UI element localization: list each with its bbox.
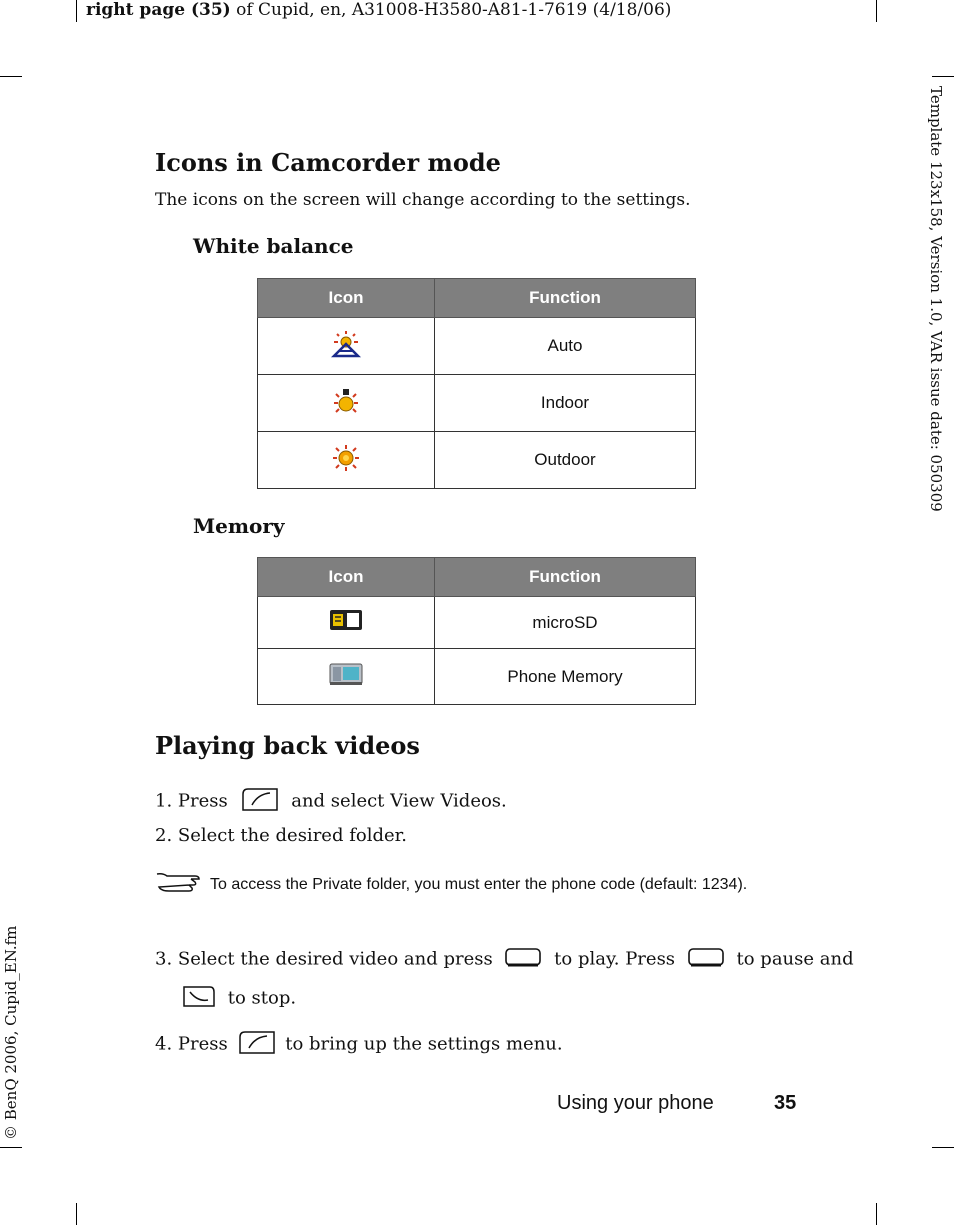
step-4 <box>155 1029 563 1060</box>
column-header-function: Function <box>435 279 696 318</box>
section-title-playing-videos: Playing back videos <box>155 731 420 760</box>
crop-mark <box>932 76 954 77</box>
step-text: to play. Press <box>554 948 676 970</box>
center-key-icon <box>687 946 725 973</box>
step-2: 2. Select the desired folder. <box>155 825 407 846</box>
icon-cell <box>258 432 435 489</box>
step-text: to bring up the settings menu. <box>285 1033 563 1055</box>
icon-cell <box>258 318 435 375</box>
right-softkey-icon <box>182 984 216 1013</box>
memory-table <box>257 557 696 705</box>
icon-cell <box>258 375 435 432</box>
crop-mark <box>932 1147 954 1148</box>
table-header-row <box>258 279 696 318</box>
table-row <box>258 318 696 375</box>
step-text: Press <box>177 1033 228 1055</box>
table-row <box>258 649 696 705</box>
center-key-icon <box>504 946 542 973</box>
crop-mark <box>76 0 77 22</box>
footer-page-number: 35 <box>774 1092 797 1114</box>
function-cell: Auto <box>435 318 696 375</box>
function-cell: Outdoor <box>435 432 696 489</box>
print-header-page: right page (35) <box>86 0 231 20</box>
copyright-info: © BenQ 2006, Cupid_EN.fm <box>2 925 20 1140</box>
indoor-bulb-icon <box>328 401 364 420</box>
column-header-icon: Icon <box>258 279 435 318</box>
footer-section-name: Using your phone <box>557 1092 714 1114</box>
note-hand-icon <box>155 870 201 907</box>
step-text: to stop. <box>227 987 297 1009</box>
column-header-function: Function <box>435 558 696 597</box>
subsection-title-white-balance: White balance <box>193 234 354 258</box>
microsd-card-icon <box>328 619 364 638</box>
icon-cell <box>258 649 435 705</box>
step-number: 1. <box>155 790 173 812</box>
crop-mark <box>876 0 877 22</box>
template-info: Template 123x158, Version 1.0, VAR issue date: 050309 <box>927 86 945 512</box>
crop-mark <box>76 1203 77 1225</box>
left-softkey-icon <box>240 786 280 817</box>
step-text: Press <box>177 790 228 812</box>
white-balance-table <box>257 278 696 489</box>
subsection-title-memory: Memory <box>193 514 285 538</box>
function-cell: Indoor <box>435 375 696 432</box>
column-header-icon: Icon <box>258 558 435 597</box>
section-title-camcorder-icons: Icons in Camcorder mode <box>155 148 501 177</box>
step-text: to pause and <box>736 948 854 970</box>
crop-mark <box>0 76 22 77</box>
icon-cell <box>258 597 435 649</box>
step-text: Select the desired video and press <box>177 948 493 970</box>
crop-mark <box>876 1203 877 1225</box>
phone-memory-icon <box>328 673 364 692</box>
print-header-info: of Cupid, en, A31008-H3580-A81-1-7619 (4/18/06) <box>230 0 672 20</box>
table-row <box>258 597 696 649</box>
step-1 <box>155 786 507 817</box>
note-text: To access the Private folder, you must enter the phone code (default: 1234). <box>210 876 748 893</box>
table-header-row <box>258 558 696 597</box>
function-cell: Phone Memory <box>435 649 696 705</box>
step-3-continued <box>182 984 296 1013</box>
function-cell: microSD <box>435 597 696 649</box>
step-3 <box>155 946 854 973</box>
step-number: 3. <box>155 948 173 970</box>
section-intro: The icons on the screen will change according to the settings. <box>155 190 691 210</box>
step-text: and select View Videos. <box>291 790 507 812</box>
left-softkey-icon <box>237 1029 277 1060</box>
print-header <box>86 0 671 20</box>
auto-wb-icon <box>328 344 364 363</box>
table-row <box>258 375 696 432</box>
table-row <box>258 432 696 489</box>
outdoor-sun-icon <box>328 458 364 477</box>
crop-mark <box>0 1147 22 1148</box>
step-number: 4. <box>155 1033 173 1055</box>
